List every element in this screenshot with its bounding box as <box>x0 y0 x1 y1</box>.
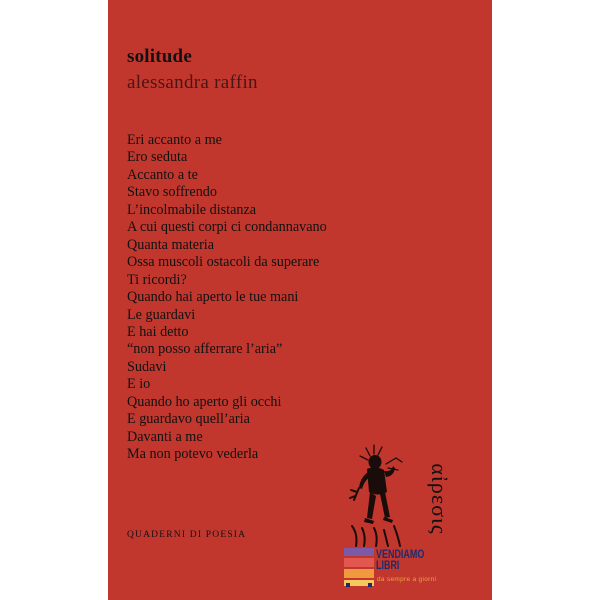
poem-line: A cui questi corpi ci condannavano <box>127 219 327 236</box>
poem-line: Eri accanto a me <box>127 132 222 148</box>
publisher-logo <box>424 448 454 548</box>
book-title: solitude <box>127 46 192 67</box>
book-cover <box>108 0 492 600</box>
vendiamo-libri-sticker <box>344 547 454 587</box>
stacked-books-icon <box>344 547 374 587</box>
poem-line: Sudavi <box>127 358 167 375</box>
poem-line: E hai detto <box>127 323 189 340</box>
poem-line: Le guardavi <box>127 306 196 323</box>
poem-line: L’incolmabile distanza <box>127 201 257 218</box>
poem-line: “non posso afferrare l’aria” <box>127 341 283 358</box>
publisher-name: αἰρεσις <box>427 463 452 535</box>
poem-text <box>127 132 327 464</box>
poem-line: E guardavo quell’aria <box>127 411 250 428</box>
poem-line: Ma non potevo vederla <box>127 446 259 463</box>
sticker-brand <box>376 550 437 572</box>
sticker-tagline: da sempre a giorni <box>377 576 437 583</box>
poem-line: Ossa muscoli ostacoli da superare <box>127 254 320 271</box>
poem-line: Quando ho aperto gli occhi <box>127 393 282 410</box>
wild-man-engraving-icon <box>348 442 408 550</box>
sticker-brand-line-1: VENDIAMO <box>376 549 425 561</box>
poem-line: Quando hai aperto le tue mani <box>127 289 299 306</box>
poem-line: Ero seduta <box>127 149 188 166</box>
series-name: QUADERNI DI POESIA <box>127 530 247 540</box>
poem-line: E io <box>127 376 151 393</box>
poem-line: Ti ricordi? <box>127 271 187 288</box>
poem-line: Accanto a te <box>127 166 198 183</box>
poem-line: Davanti a me <box>127 428 203 445</box>
sticker-brand-line-2: LIBRI <box>376 560 400 572</box>
poem-line: Stavo soffrendo <box>127 184 217 201</box>
poem-line: Quanta materia <box>127 236 215 253</box>
book-author: alessandra raffin <box>127 72 258 93</box>
